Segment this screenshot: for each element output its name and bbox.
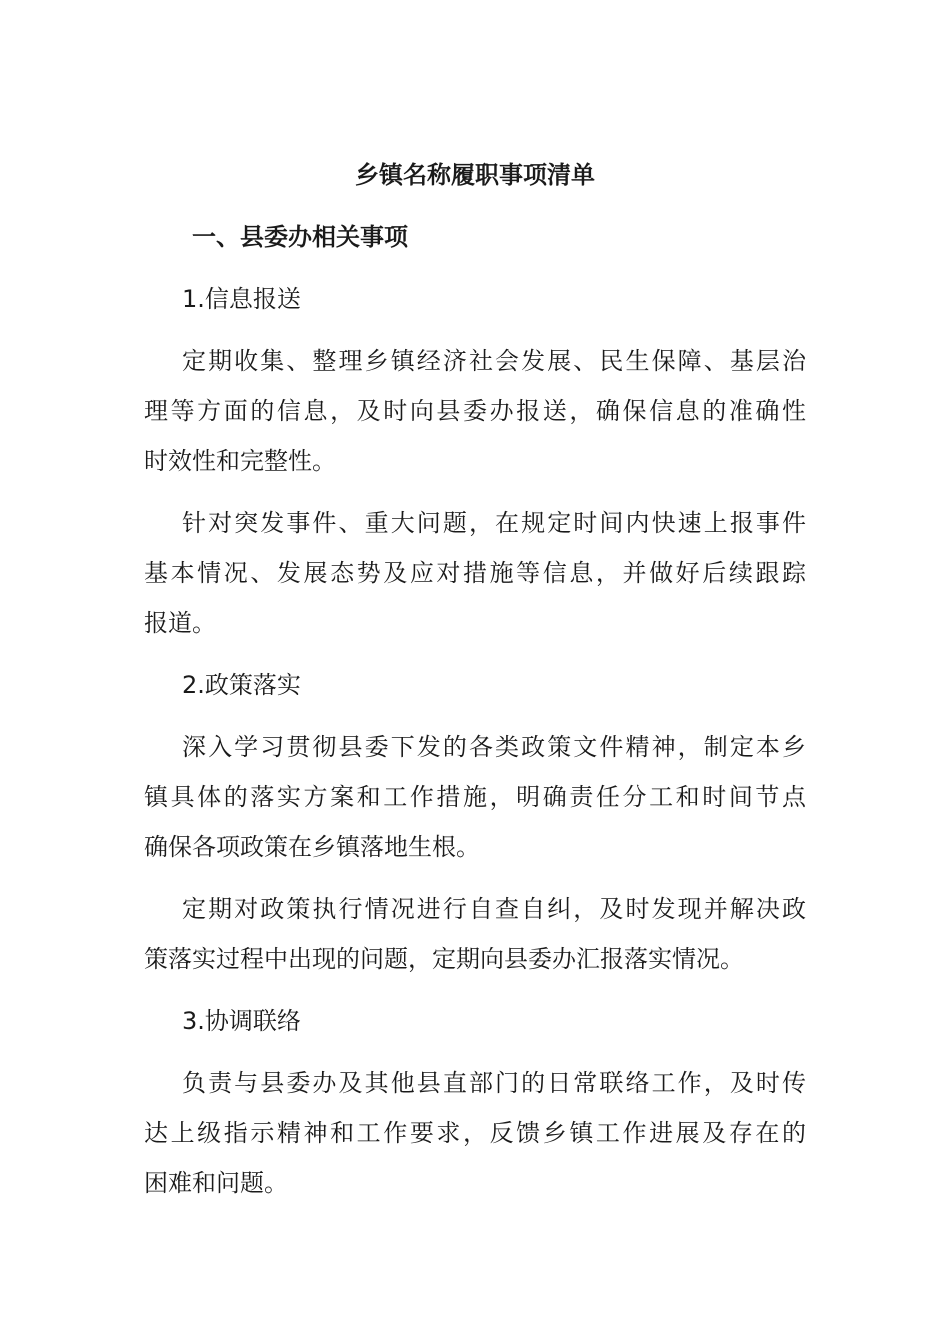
section-heading: 一、县委办相关事项	[192, 223, 408, 251]
text-line: 困难和问题。	[144, 1169, 288, 1197]
paragraph	[144, 884, 806, 984]
text-line: 定期对政策执行情况进行自查自纠，及时发现并解决政	[182, 895, 806, 923]
text-line: 镇具体的落实方案和工作措施，明确责任分工和时间节点	[144, 783, 806, 811]
item-title-info-report: 1.信息报送	[182, 285, 301, 313]
paragraph	[144, 498, 806, 648]
text-line: 理等方面的信息，及时向县委办报送，确保信息的准确性	[144, 397, 806, 425]
paragraph	[144, 336, 806, 486]
text-line: 定期收集、整理乡镇经济社会发展、民生保障、基层治	[182, 347, 806, 375]
item-title-policy-implementation: 2.政策落实	[182, 671, 301, 699]
document-title: 乡镇名称履职事项清单	[355, 161, 595, 189]
paragraph	[144, 1058, 806, 1208]
item-title-coordination: 3.协调联络	[182, 1007, 301, 1035]
text-line: 负责与县委办及其他县直部门的日常联络工作，及时传	[182, 1069, 806, 1097]
text-line: 针对突发事件、重大问题，在规定时间内快速上报事件	[182, 509, 806, 537]
document-body	[144, 150, 806, 1220]
text-line: 深入学习贯彻县委下发的各类政策文件精神，制定本乡	[182, 733, 806, 761]
paragraph	[144, 722, 806, 872]
text-line: 基本情况、发展态势及应对措施等信息，并做好后续跟踪	[144, 559, 806, 587]
text-line: 达上级指示精神和工作要求，反馈乡镇工作进展及存在的	[144, 1119, 806, 1147]
text-line: 时效性和完整性。	[144, 447, 336, 475]
text-line: 报道。	[144, 609, 216, 637]
text-line: 策落实过程中出现的问题，定期向县委办汇报落实情况。	[144, 945, 744, 973]
text-line: 确保各项政策在乡镇落地生根。	[144, 833, 480, 861]
